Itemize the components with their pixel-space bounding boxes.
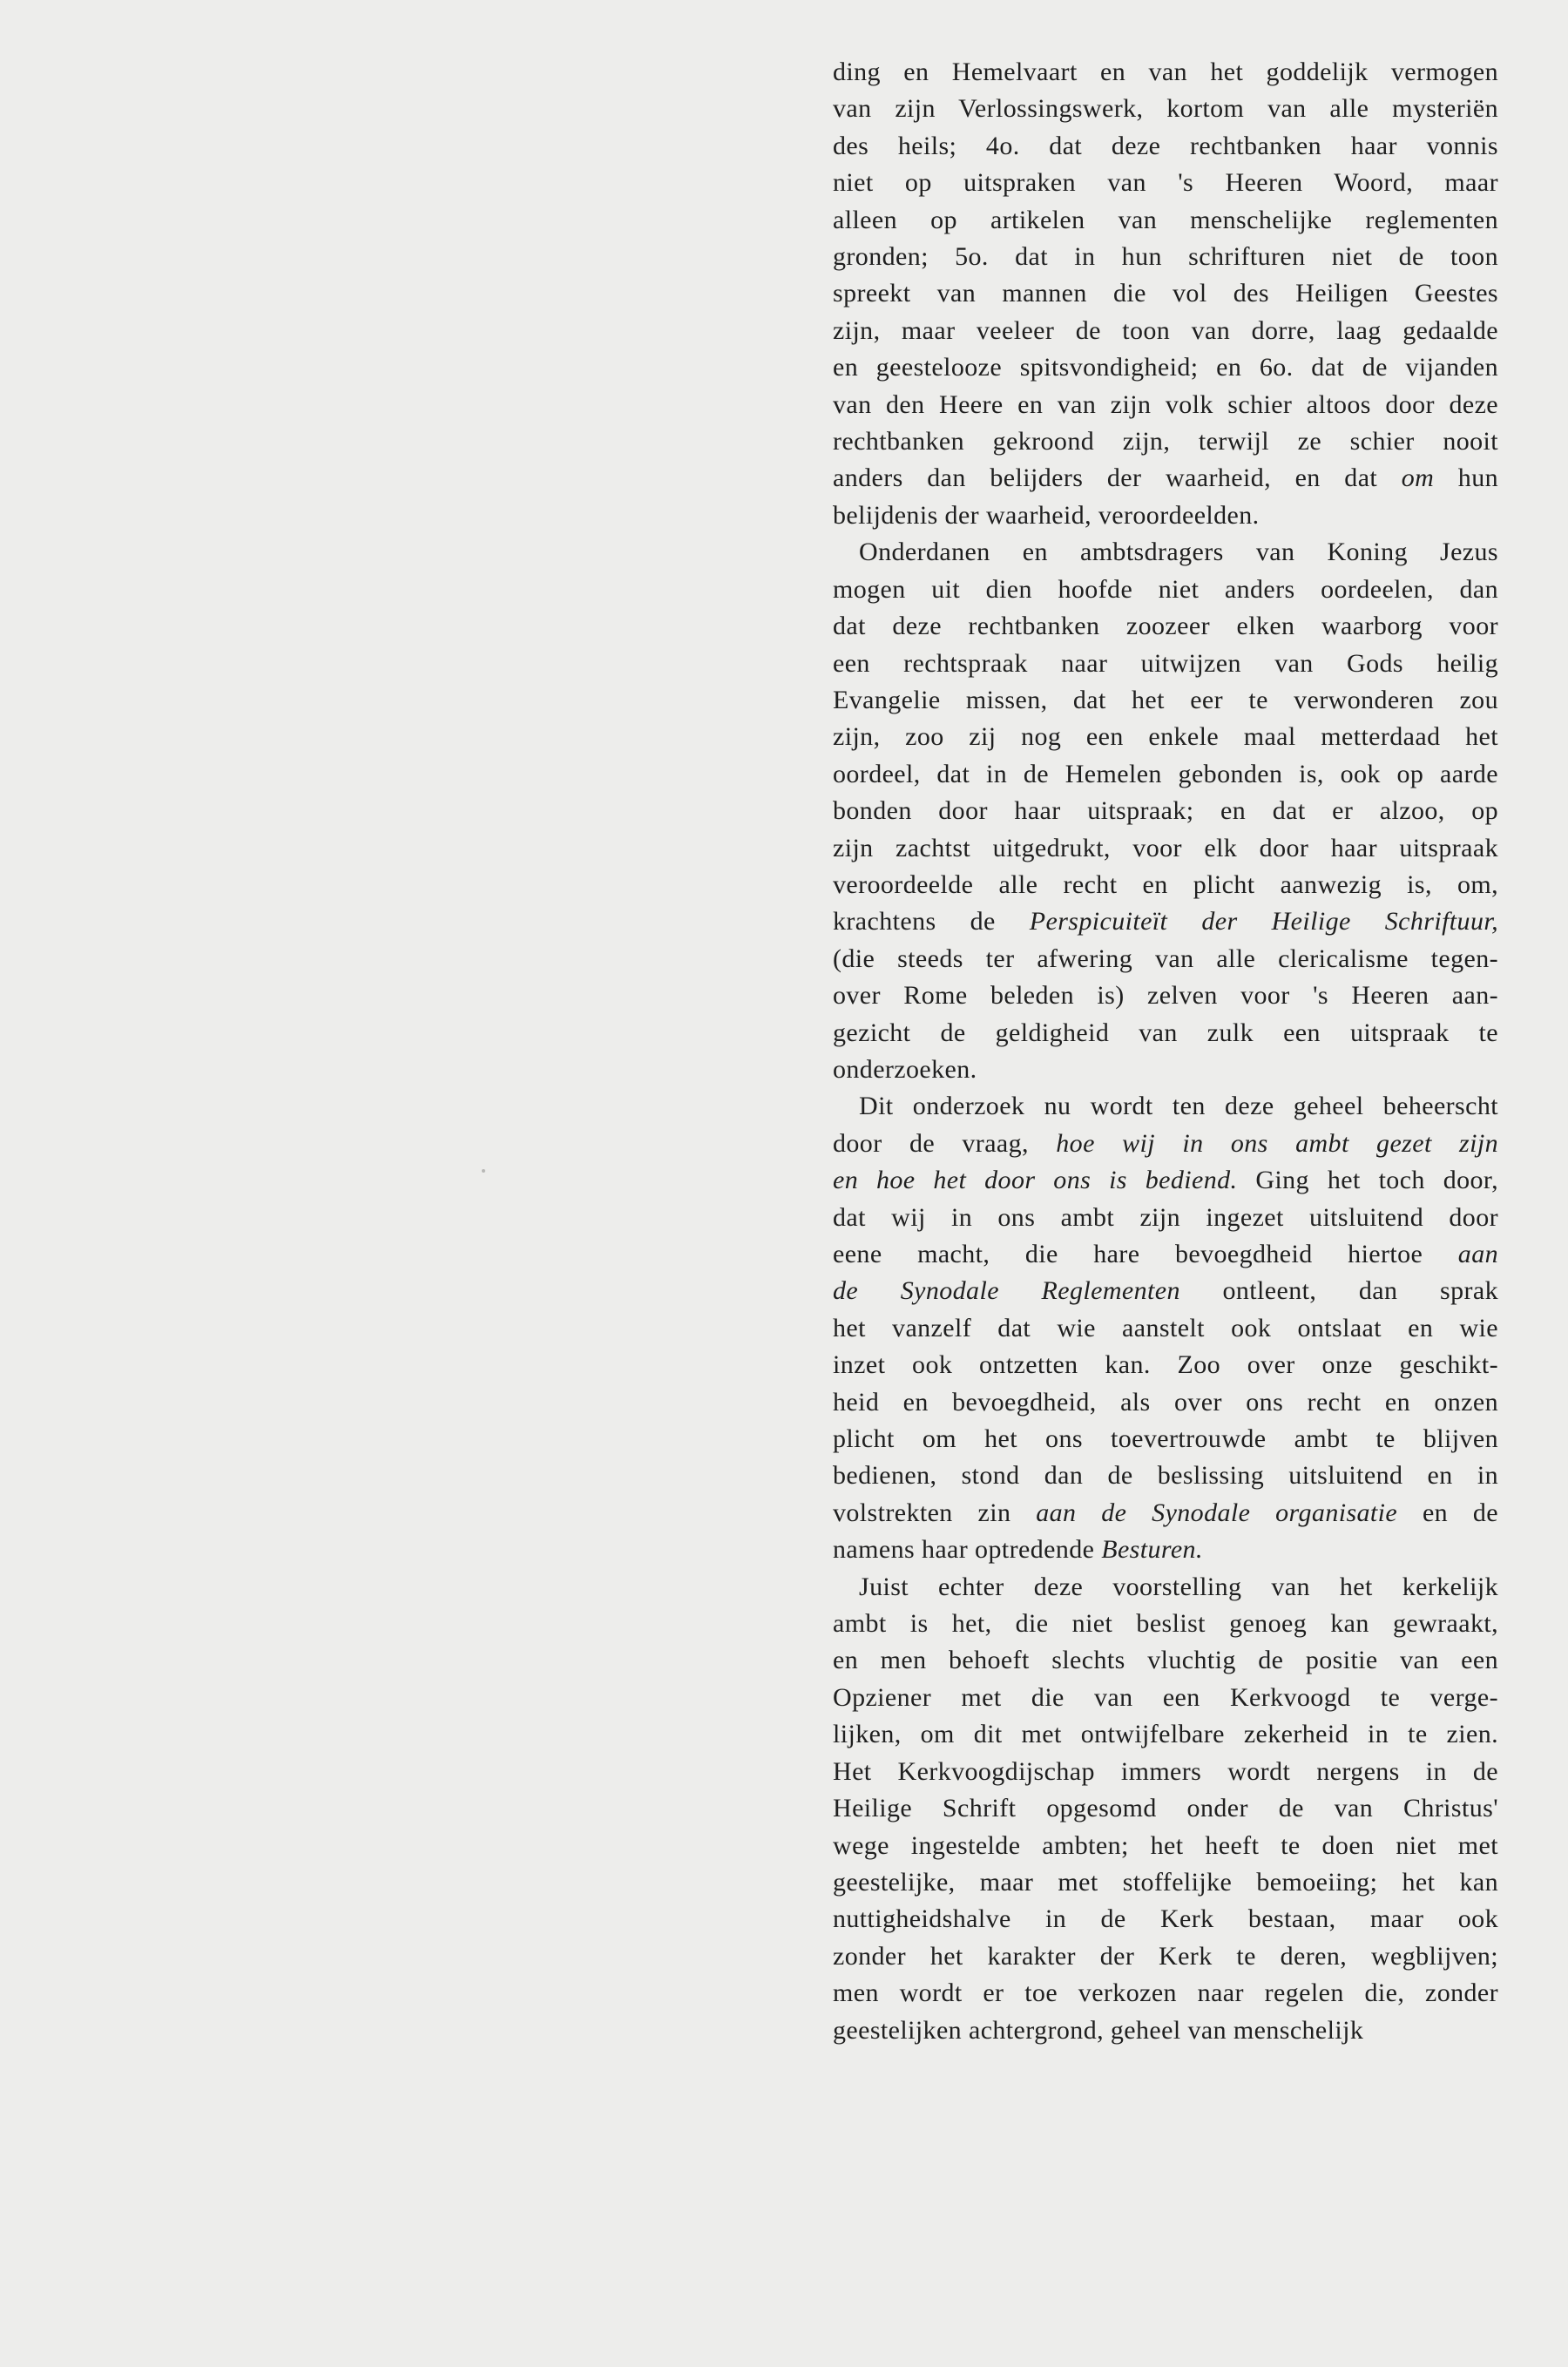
text-run: heid en bevoegdheid, als over ons recht en onzen xyxy=(833,1387,1498,1417)
text-run: zijn zachtst uitgedrukt, voor elk door haar uitspraak xyxy=(833,833,1498,862)
paragraph xyxy=(833,54,1498,534)
text-line xyxy=(833,1088,1498,1125)
text-line xyxy=(833,1384,1498,1421)
text-line xyxy=(833,682,1498,719)
text-line xyxy=(833,313,1498,349)
text-line xyxy=(833,1642,1498,1679)
text-line xyxy=(833,646,1498,682)
text-run: bedienen, stond dan de beslissing uitsluitend en in xyxy=(833,1461,1498,1491)
text-line xyxy=(833,1126,1498,1162)
text-run: Evangelie missen, dat het eer te verwonderen zou xyxy=(833,685,1498,714)
text-run: hun xyxy=(1434,463,1498,493)
text-run: zijn, zoo zij nog een enkele maal metterdaad het xyxy=(833,722,1498,752)
text-run: en geestelooze spitsvondigheid; en 6o. dat de vijanden xyxy=(833,353,1498,382)
italic-text: aan xyxy=(1457,1240,1498,1268)
text-run: van zijn Verlossingswerk, kortom van alle mysteriën xyxy=(833,94,1498,124)
text-run: volstrekten zin xyxy=(833,1498,1037,1527)
text-line xyxy=(833,571,1498,608)
paragraph xyxy=(833,1569,1498,2049)
text-run: Ging het toch door, xyxy=(1237,1166,1498,1195)
text-run: door de vraag, xyxy=(833,1128,1057,1158)
paragraph xyxy=(833,1088,1498,1568)
italic-text: om xyxy=(1401,463,1435,493)
text-line xyxy=(833,608,1498,645)
text-run: het vanzelf dat wie aanstelt ook ontslaat en wie xyxy=(833,1313,1498,1342)
text-run: wege ingestelde ambten; het heeft te doen niet met xyxy=(833,1830,1498,1860)
text-run: rechtbanken gekroond zijn, terwijl ze schier nooit xyxy=(833,427,1498,456)
italic-text: Perspicuiteït der Heilige Schriftuur, xyxy=(1029,907,1498,937)
text-line xyxy=(833,1200,1498,1236)
text-line xyxy=(833,54,1498,91)
text-line xyxy=(833,1754,1498,1790)
paragraph xyxy=(833,534,1498,1088)
text-run: ontleent, dan sprak xyxy=(1179,1276,1499,1306)
text-line xyxy=(833,1680,1498,1716)
text-run: (die steeds ter afwering van alle clericalisme tegen- xyxy=(833,943,1498,973)
text-line xyxy=(833,1532,1498,1568)
text-line xyxy=(833,1015,1498,1052)
text-run: gronden; 5o. dat in hun schrifturen niet de toon xyxy=(833,242,1498,272)
text-line xyxy=(833,1716,1498,1753)
text-line xyxy=(833,349,1498,386)
text-run: alleen op artikelen van menschelijke reglementen xyxy=(833,205,1498,234)
text-run: mogen uit dien hoofde niet anders oordeelen, dan xyxy=(833,574,1498,604)
text-line xyxy=(833,793,1498,829)
text-run: gezicht de geldigheid van zulk een uitspraak te xyxy=(833,1018,1498,1047)
text-run: een rechtspraak naar uitwijzen van Gods heilig xyxy=(833,648,1498,678)
text-run: en de xyxy=(1397,1498,1499,1527)
text-line xyxy=(833,239,1498,275)
text-run: over Rome beleden is) zelven voor 's Heeren aan- xyxy=(833,981,1498,1011)
text-run: Dit onderzoek nu wordt ten deze geheel beheerscht xyxy=(859,1092,1498,1121)
text-line xyxy=(833,1864,1498,1901)
text-run: dat wij in ons ambt zijn ingezet uitsluitend door xyxy=(833,1202,1498,1232)
text-run: namens haar optredende xyxy=(833,1535,1102,1565)
text-line xyxy=(833,1938,1498,1975)
text-run: geestelijken achtergrond, geheel van menschelijk xyxy=(833,2015,1364,2045)
text-run: krachtens de xyxy=(833,907,1030,937)
text-line xyxy=(833,165,1498,201)
text-run: ambt is het, die niet beslist genoeg kan gewraakt, xyxy=(833,1609,1498,1639)
text-run: bonden door haar uitspraak; en dat er alzoo, op xyxy=(833,796,1498,826)
text-line xyxy=(833,977,1498,1014)
paper-speck xyxy=(482,1169,485,1173)
italic-text: hoe wij in ons ambt gezet zijn xyxy=(1056,1128,1498,1158)
text-line xyxy=(833,387,1498,423)
text-run: eene macht, die hare bevoegdheid hiertoe xyxy=(833,1240,1458,1268)
text-run: oordeel, dat in de Hemelen gebonden is, ook op aarde xyxy=(833,759,1498,788)
text-run: plicht om het ons toevertrouwde ambt te blijven xyxy=(833,1424,1498,1454)
text-line xyxy=(833,1901,1498,1938)
text-run: Juist echter deze voorstelling van het kerkelijk xyxy=(859,1572,1498,1601)
text-line xyxy=(833,1162,1498,1199)
text-column xyxy=(833,54,1498,2049)
text-line xyxy=(833,1790,1498,1827)
text-line xyxy=(833,1310,1498,1347)
text-run: Onderdanen en ambtsdragers van Koning Jezus xyxy=(859,538,1498,567)
text-line xyxy=(833,460,1498,497)
text-line xyxy=(833,1457,1498,1494)
text-line xyxy=(833,275,1498,312)
text-line xyxy=(833,2012,1498,2049)
text-run: veroordeelde alle recht en plicht aanwezig is, om, xyxy=(833,869,1498,899)
text-line xyxy=(833,128,1498,165)
text-run: zijn, maar veeleer de toon van dorre, laag gedaalde xyxy=(833,315,1498,345)
text-line xyxy=(833,423,1498,460)
text-line xyxy=(833,1975,1498,2012)
text-line xyxy=(833,903,1498,940)
text-run: Opziener met die van een Kerkvoogd te verge- xyxy=(833,1682,1498,1712)
text-line xyxy=(833,534,1498,571)
text-run: inzet ook ontzetten kan. Zoo over onze geschikt- xyxy=(833,1350,1498,1380)
text-run: Heilige Schrift opgesomd onder de van Christus' xyxy=(833,1794,1498,1823)
text-line xyxy=(833,1347,1498,1383)
text-line xyxy=(833,1421,1498,1457)
italic-text: aan de Synodale organisatie xyxy=(1036,1498,1398,1527)
text-run: des heils; 4o. dat deze rechtbanken haar vonnis xyxy=(833,131,1498,160)
text-line xyxy=(833,1569,1498,1606)
text-run: onderzoeken. xyxy=(833,1054,977,1084)
text-line xyxy=(833,1273,1498,1309)
text-line xyxy=(833,1495,1498,1532)
text-line xyxy=(833,941,1498,977)
text-run: anders dan belijders der waarheid, en dat xyxy=(833,463,1402,493)
text-run: belijdenis der waarheid, veroordeelden. xyxy=(833,500,1260,530)
text-line xyxy=(833,91,1498,127)
text-run: nuttigheidshalve in de Kerk bestaan, maar ook xyxy=(833,1904,1498,1934)
text-line xyxy=(833,497,1498,534)
text-run: dat deze rechtbanken zoozeer elken waarborg voor xyxy=(833,612,1498,641)
text-run: geestelijke, maar met stoffelijke bemoeiing; het kan xyxy=(833,1867,1498,1897)
text-line xyxy=(833,867,1498,903)
text-run: Het Kerkvoogdijschap immers wordt nergens in de xyxy=(833,1756,1498,1786)
text-run: en men behoeft slechts vluchtig de positie van een xyxy=(833,1646,1498,1675)
text-line xyxy=(833,1236,1498,1273)
text-line xyxy=(833,1606,1498,1642)
text-run: spreekt van mannen die vol des Heiligen Geestes xyxy=(833,279,1498,308)
text-line xyxy=(833,202,1498,239)
text-run: niet op uitspraken van 's Heeren Woord, maar xyxy=(833,168,1498,198)
text-run: lijken, om dit met ontwijfelbare zekerheid in te zien. xyxy=(833,1720,1498,1749)
italic-text: de Synodale Reglementen xyxy=(833,1276,1180,1306)
text-run: van den Heere en van zijn volk schier altoos door deze xyxy=(833,389,1498,419)
text-line xyxy=(833,1828,1498,1864)
italic-text: Besturen. xyxy=(1101,1535,1203,1565)
text-line xyxy=(833,756,1498,793)
text-line xyxy=(833,1052,1498,1088)
text-run: ding en Hemelvaart en van het goddelijk vermogen xyxy=(833,57,1498,86)
text-run: men wordt er toe verkozen naar regelen die, zonder xyxy=(833,1978,1498,2008)
text-run: zonder het karakter der Kerk te deren, wegblijven; xyxy=(833,1941,1498,1971)
italic-text: en hoe het door ons is bediend. xyxy=(833,1166,1238,1195)
text-line xyxy=(833,719,1498,755)
text-line xyxy=(833,830,1498,867)
